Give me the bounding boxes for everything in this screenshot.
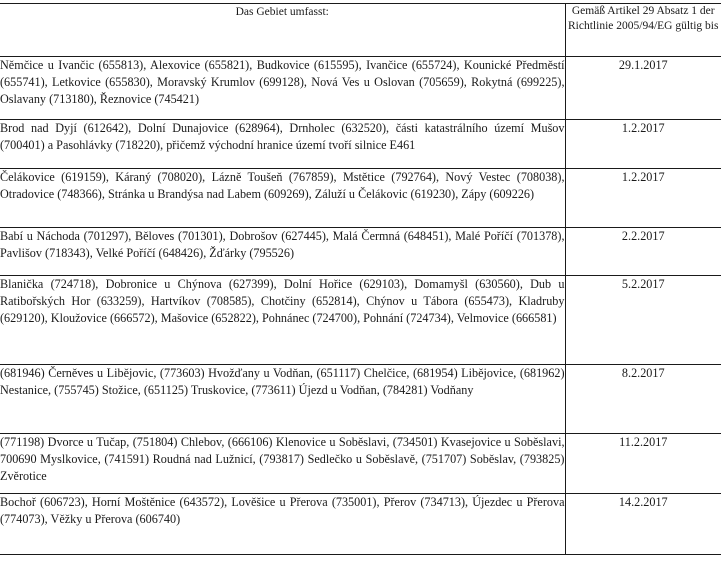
area-cell: (771198) Dvorce u Tučap, (751804) Chlebov, (666106) Klenovice u Soběslavi, (734501) Kvasejovice u Soběslavi, 700690 Myslkovice, (741591) Roudná nad Lužnicí, (793817) Sedlečko u Soběslavě, (751707) Soběslav, (793825) Zvěrotice xyxy=(0,434,565,494)
valid-until-cell: 1.2.2017 xyxy=(565,169,721,228)
valid-until-cell: 29.1.2017 xyxy=(565,57,721,120)
valid-until-cell: 2.2.2017 xyxy=(565,228,721,276)
area-cell: Němčice u Ivančic (655813), Alexovice (655821), Budkovice (615595), Ivančice (655724), Kounické Předměstí (655741), Letkovice (655830), Moravský Krumlov (699128), Nová Ves u Oslovan (705659), Rokytná (699225), Oslavany (713180), Řeznovice (745421) xyxy=(0,57,565,120)
table-row xyxy=(0,120,721,169)
table-row xyxy=(0,276,721,365)
column-header-valid-until: Gemäß Artikel 29 Absatz 1 der Richtlinie 2005/94/EG gültig bis xyxy=(565,4,721,57)
area-cell: Blanička (724718), Dobronice u Chýnova (627399), Dolní Hořice (629103), Domamyšl (630560), Dub u Ratibořských Hor (633259), Hartvíkov (708585), Chotčiny (652814), Chýnov u Tábora (655473), Kladruby (629120), Kloužovice (666572), Mašovice (652822), Pohnánec (724700), Pohnání (724734), Velmovice (666581) xyxy=(0,276,565,365)
table-row xyxy=(0,434,721,494)
table-row xyxy=(0,57,721,120)
area-cell: Čelákovice (619159), Káraný (708020), Lázně Toušeň (767859), Mstětice (792764), Nový Vestec (708038), Otradovice (748366), Stránka u Brandýsa nad Labem (609269), Záluží u Čelákovic (619230), Zápy (609226) xyxy=(0,169,565,228)
valid-until-cell: 8.2.2017 xyxy=(565,365,721,434)
valid-until-cell: 1.2.2017 xyxy=(565,120,721,169)
table-row xyxy=(0,169,721,228)
valid-until-cell: 14.2.2017 xyxy=(565,494,721,555)
area-cell: Bochoř (606723), Horní Moštěnice (643572), Lověšice u Přerova (735001), Přerov (734713), Újezdec u Přerova (774073), Věžky u Přerova (606740) xyxy=(0,494,565,555)
restriction-zones-table xyxy=(0,3,721,555)
table-row xyxy=(0,365,721,434)
area-cell: Brod nad Dyjí (612642), Dolní Dunajovice (628964), Drnholec (632520), části katastrálního území Mušov (700401) a Pasohlávky (718220), přičemž východní hranice území tvoří silnice E461 xyxy=(0,120,565,169)
valid-until-cell: 11.2.2017 xyxy=(565,434,721,494)
area-cell: (681946) Černěves u Libějovic, (773603) Hvožďany u Vodňan, (651117) Chelčice, (681954) Libějovice, (681962) Nestanice, (755745) Stožice, (651125) Truskovice, (773611) Újezd u Vodňan, (784281) Vodňany xyxy=(0,365,565,434)
table-header-row xyxy=(0,4,721,57)
area-cell: Babí u Náchoda (701297), Běloves (701301), Dobrošov (627445), Malá Čermná (648451), Malé Poříčí (701378), Pavlišov (718343), Velké Poříčí (648426), Žďárky (795526) xyxy=(0,228,565,276)
valid-until-cell: 5.2.2017 xyxy=(565,276,721,365)
table-row xyxy=(0,228,721,276)
column-header-area: Das Gebiet umfasst: xyxy=(0,4,565,57)
table-row xyxy=(0,494,721,555)
